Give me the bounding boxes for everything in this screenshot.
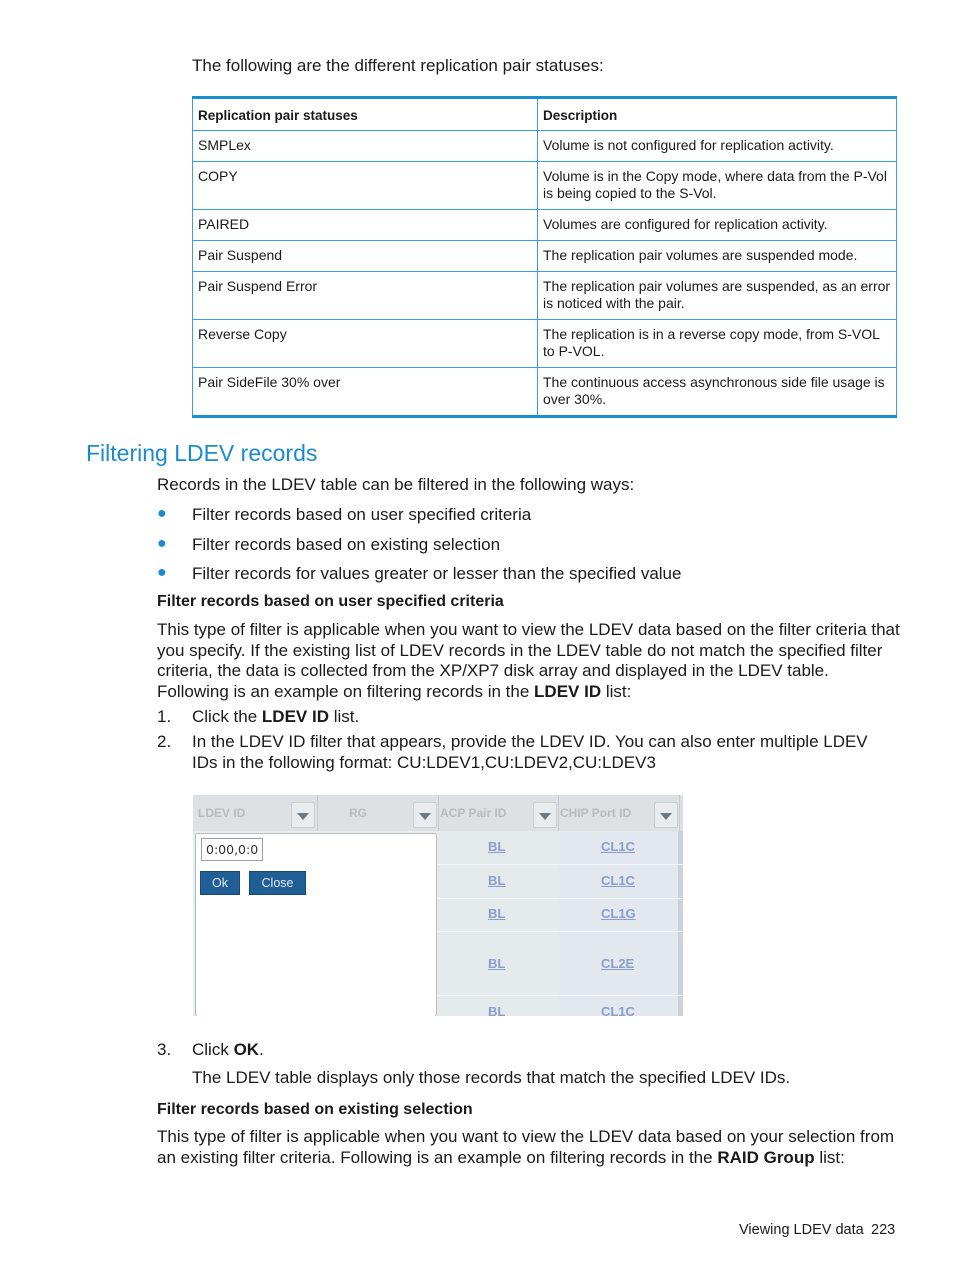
status-cell: SMPLex xyxy=(193,131,538,162)
status-cell: PAIRED xyxy=(193,210,538,241)
acp-pair-dropdown-icon[interactable] xyxy=(533,802,557,828)
header-separator xyxy=(438,795,439,831)
chip-column xyxy=(558,831,678,1016)
column-header-ldev-id[interactable]: LDEV ID xyxy=(198,806,246,820)
list-item-text: Filter records based on existing selection xyxy=(192,535,501,554)
paragraph-text: list: xyxy=(814,1147,845,1167)
ldev-filter-screenshot xyxy=(193,795,683,1016)
description-cell: The continuous access asynchronous side file usage is over 30%. xyxy=(538,368,897,417)
chip-port-dropdown-icon[interactable] xyxy=(654,802,678,828)
rg-dropdown-icon[interactable] xyxy=(413,802,437,828)
row-divider xyxy=(438,898,683,899)
paragraph-text: list: xyxy=(601,681,632,701)
table-row xyxy=(193,210,897,241)
status-cell: COPY xyxy=(193,162,538,210)
paragraph-bold: LDEV ID xyxy=(534,681,602,701)
close-button[interactable]: Close xyxy=(249,871,306,895)
table-row xyxy=(193,320,897,368)
description-cell: Volume is in the Copy mode, where data from the P-Vol is being copied to the S-Vol. xyxy=(538,162,897,210)
paragraph-text: This type of filter is applicable when you want to view the LDEV data based on the filter criteria that you specify. If the existing list of LDEV records in the LDEV table do not match the specified filter criteria, the data is collected from the XP/XP7 disk array and displayed in the LDEV table. Following is an example on filtering records in the xyxy=(157,620,900,701)
ldev-id-dropdown-icon[interactable] xyxy=(291,802,315,828)
status-cell: Pair SideFile 30% over xyxy=(193,368,538,417)
acp-link[interactable]: BL xyxy=(488,839,506,854)
step-text xyxy=(192,707,897,728)
ldev-id-filter-input[interactable]: 0:00,0:0 xyxy=(201,838,263,861)
ok-button[interactable]: Ok xyxy=(200,871,240,895)
step-note: The LDEV table displays only those records that match the specified LDEV IDs. xyxy=(192,1068,791,1087)
step-bold: LDEV ID xyxy=(261,707,329,726)
list-item-text: Filter records based on user specified criteria xyxy=(192,505,532,524)
description-cell: Volume is not configured for replication activity. xyxy=(538,131,897,162)
column-header: Replication pair statuses xyxy=(193,98,538,131)
list-item-text: Filter records for values greater or lesser than the specified value xyxy=(192,564,682,583)
header-separator xyxy=(317,795,318,831)
step-number: 1. xyxy=(157,707,172,726)
paragraph-bold: RAID Group xyxy=(717,1147,815,1167)
bullet-icon: ● xyxy=(157,535,167,552)
description-cell: Volumes are configured for replication activity. xyxy=(538,210,897,241)
step-number: 2. xyxy=(157,732,172,751)
step-text xyxy=(192,1040,897,1061)
paragraph xyxy=(157,1127,902,1168)
section-intro: Records in the LDEV table can be filtered in the following ways: xyxy=(157,475,635,494)
step-bold: OK xyxy=(233,1040,260,1059)
chip-link[interactable]: CL1C xyxy=(601,873,635,888)
description-cell: The replication is in a reverse copy mode, from S-VOL to P-VOL. xyxy=(538,320,897,368)
step-text-part: list. xyxy=(328,707,360,726)
column-header: Description xyxy=(538,98,897,131)
chip-link[interactable]: CL1G xyxy=(601,906,636,921)
table-row xyxy=(193,162,897,210)
page-number: 223 xyxy=(871,1222,896,1238)
acp-column xyxy=(438,831,558,1016)
header-separator xyxy=(679,795,680,831)
acp-link[interactable]: BL xyxy=(488,906,506,921)
step-text-part: . xyxy=(259,1040,264,1059)
replication-status-table xyxy=(192,96,897,418)
chip-link[interactable]: CL1C xyxy=(601,839,635,854)
acp-link[interactable]: BL xyxy=(488,1004,506,1016)
header-separator xyxy=(558,795,559,831)
row-divider xyxy=(438,931,683,932)
table-row xyxy=(193,272,897,320)
row-divider xyxy=(438,864,683,865)
acp-link[interactable]: BL xyxy=(488,873,506,888)
step-number: 3. xyxy=(157,1040,172,1059)
step-text-part: Click the xyxy=(192,707,262,726)
table-row xyxy=(193,241,897,272)
subsection-title: Filter records based on existing selection xyxy=(157,1101,473,1118)
intro-text: The following are the different replication pair statuses: xyxy=(192,56,604,75)
section-title: Filtering LDEV records xyxy=(86,440,318,466)
column-header-rg[interactable]: RG xyxy=(349,806,367,820)
column-header-chip-port-id[interactable]: CHIP Port ID xyxy=(560,806,632,820)
ldev-id-filter-panel xyxy=(195,833,437,1016)
step-text: In the LDEV ID filter that appears, provide the LDEV ID. You can also enter multiple LDEV IDs in the following format: CU:LDEV1,CU:LDEV2,CU:LDEV3 xyxy=(192,732,868,772)
acp-link[interactable]: BL xyxy=(488,956,506,971)
status-cell: Reverse Copy xyxy=(193,320,538,368)
column-header-acp-pair-id[interactable]: ACP Pair ID xyxy=(440,806,507,820)
table-row xyxy=(193,131,897,162)
table-header-row xyxy=(193,98,897,131)
row-divider xyxy=(438,995,683,996)
chip-link[interactable]: CL1C xyxy=(601,1004,635,1016)
bullet-icon: ● xyxy=(157,505,167,522)
table-row xyxy=(193,368,897,417)
status-cell: Pair Suspend xyxy=(193,241,538,272)
bullet-icon: ● xyxy=(157,564,167,581)
subsection-title: Filter records based on user specified criteria xyxy=(157,593,504,610)
status-cell: Pair Suspend Error xyxy=(193,272,538,320)
chip-link[interactable]: CL2E xyxy=(601,956,635,971)
step-text-part: Click xyxy=(192,1040,234,1059)
paragraph xyxy=(157,620,902,702)
description-cell: The replication pair volumes are suspended mode. xyxy=(538,241,897,272)
footer-label: Viewing LDEV data xyxy=(739,1222,864,1238)
paragraph-text: This type of filter is applicable when you want to view the LDEV data based on your selection from an existing filter criteria. Following is an example on filtering records in the xyxy=(157,1127,895,1167)
column-edge xyxy=(678,831,683,1016)
description-cell: The replication pair volumes are suspended, as an error is noticed with the pair. xyxy=(538,272,897,320)
